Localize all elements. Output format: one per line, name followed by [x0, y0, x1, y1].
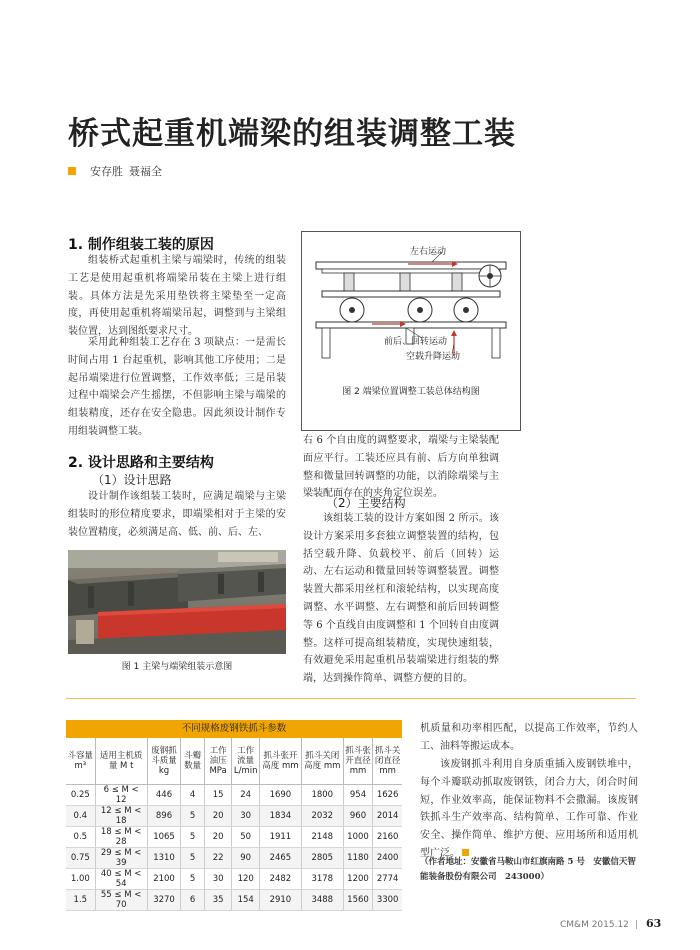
right-paragraph-2-text: 该废钢抓斗利用自身质重插入废钢铁堆中，每个斗瓣联动抓取废钢铁，闭合力大，闭合时间短，作业效率高，能保证物料不会撒漏。该废钢铁抓斗生产效率高、结构简单、工作可靠、作业安全、操作简单、维护方便、应用场所和适用机型广泛。 — [420, 759, 638, 859]
table-cell: 446 — [147, 784, 181, 805]
design-idea-continuation: 右 6 个自由度的调整要求，端梁与主梁装配面应平行。工装还应具有前、后方向单独调整和微量回转调整的功能，以消除端梁与主梁装配面存在的夹角定位误差。 — [303, 435, 499, 500]
author-2: 聂福全 — [129, 165, 162, 178]
table-cell: 0.4 — [66, 805, 95, 826]
table-cell: 896 — [147, 805, 181, 826]
author-address: （作者地址：安徽省马鞍山市红旗南路 5 号 安徽信天智能装备股份有限公司 243000） — [420, 857, 636, 882]
table-cell: 120 — [232, 868, 260, 889]
figure-2-caption: 图 2 端梁位置调整工装总体结构图 — [342, 387, 480, 397]
section-1-heading: 1. 制作组装工装的原因 — [68, 237, 214, 253]
orange-square-icon — [68, 167, 76, 175]
col-header-pressure: 工作油压 MPa — [204, 738, 232, 784]
table-cell: 2160 — [373, 826, 402, 847]
col-header-petals: 斗瓣数量 — [181, 738, 204, 784]
table-cell: 1800 — [301, 784, 343, 805]
col-header-close-height: 抓斗关闭高度 mm — [301, 738, 343, 784]
table-cell: 2482 — [259, 868, 301, 889]
table-cell: 55 ≤ M < 70 — [95, 889, 147, 910]
table-cell: 1.5 — [66, 889, 95, 910]
table-cell: 3270 — [147, 889, 181, 910]
col-header-close-diameter: 抓斗关闭直径 mm — [373, 738, 402, 784]
table-cell: 50 — [232, 826, 260, 847]
section-1-paragraph-1: 组装桥式起重机主梁与端梁时，传统的组装工艺是使用起重机将端梁吊装在主梁上进行组装。具体方法是先采用垫铁将主梁垫至一定高度，再使用起重机将端梁吊起，调整到与主梁组装位置，达到图纸要求尺寸。 — [68, 255, 286, 338]
table-cell: 3178 — [301, 868, 343, 889]
table-title: 不同规格废钢铁抓斗参数 — [66, 720, 402, 738]
table-cell: 22 — [204, 847, 232, 868]
table-cell: 2910 — [259, 889, 301, 910]
table-cell: 2805 — [301, 847, 343, 868]
table-cell: 5 — [181, 847, 204, 868]
table-cell: 154 — [232, 889, 260, 910]
col-header-open-height: 抓斗张开高度 mm — [259, 738, 301, 784]
col-header-flow: 工作流量 L/min — [232, 738, 260, 784]
table-cell: 20 — [204, 805, 232, 826]
table-cell: 6 — [181, 889, 204, 910]
table-cell: 0.5 — [66, 826, 95, 847]
table-cell: 40 ≤ M < 54 — [95, 868, 147, 889]
table-cell: 3300 — [373, 889, 402, 910]
table-cell: 1626 — [373, 784, 402, 805]
table-row — [66, 784, 402, 805]
author-1: 安存胜 — [90, 165, 123, 178]
table-cell: 2014 — [373, 805, 402, 826]
table-cell: 5 — [181, 826, 204, 847]
section-2-heading: 2. 设计思路和主要结构 — [68, 455, 214, 471]
design-idea-subheading: （1）设计思路 — [92, 473, 172, 487]
table-row — [66, 805, 402, 826]
params-table — [66, 738, 402, 911]
table-cell: 2100 — [147, 868, 181, 889]
table-row — [66, 826, 402, 847]
figure-1-photo — [68, 550, 286, 654]
main-structure-paragraph: 该组装工装的设计方案如图 2 所示。该设计方案采用多套独立调整装置的结构，包括空载升降、负载校平、前后（回转）运动、左右运动和微量回转等调整装置。调整装置大都采用丝杠和滚轮结构，以实现高度调整、水平调整、左右调整和前后回转调整等 6 个直线自由度调整和 1 个回转自由度调整。这样可提高组装精度，实现快速组装，有效避免采用起重机吊装端梁进行组装的弊端，达到操作简单、调整方便的目的。 — [303, 513, 499, 685]
right-paragraph-1: 机质量和功率相匹配，以提高工作效率，节约人工、油料等搬运成本。 — [420, 723, 638, 752]
table-cell: 1065 — [147, 826, 181, 847]
fixture-structure-drawing — [302, 232, 520, 402]
grab-params-table — [66, 720, 402, 911]
col-header-grab-mass: 废钢抓斗质量 kg — [147, 738, 181, 784]
journal-issue: CM&M 2015.12 — [560, 920, 629, 930]
table-cell: 2148 — [301, 826, 343, 847]
table-cell: 29 ≤ M < 39 — [95, 847, 147, 868]
table-cell: 20 — [204, 826, 232, 847]
label-front-back-rotation: 前后、回转运动 — [384, 337, 448, 347]
figure-1-caption: 图 1 主梁与端梁组装示意图 — [121, 662, 233, 672]
table-cell: 15 — [204, 784, 232, 805]
table-cell: 2400 — [373, 847, 402, 868]
section-divider — [66, 698, 636, 699]
col-header-open-diameter: 抓斗张开直径 mm — [343, 738, 373, 784]
table-cell: 35 — [204, 889, 232, 910]
table-body — [66, 784, 402, 910]
table-cell: 2774 — [373, 868, 402, 889]
table-cell: 0.75 — [66, 847, 95, 868]
table-cell: 30 — [232, 805, 260, 826]
author-line — [68, 163, 168, 179]
table-cell: 2465 — [259, 847, 301, 868]
table-cell: 1180 — [343, 847, 373, 868]
table-cell: 90 — [232, 847, 260, 868]
section-1-paragraph-2: 采用此种组装工艺存在 3 项缺点：一是需长时间占用 1 台起重机，影响其他工序使用；二是起吊端梁进行位置调整，工作效率低；三是吊装过程中端梁会产生摇摆，不但影响主梁与端梁的组装精度，还存在安全隐患。因此须设计制作专用组装调整工装。 — [68, 337, 286, 437]
article-title: 桥式起重机端梁的组装调整工装 — [68, 116, 516, 152]
table-cell: 30 — [204, 868, 232, 889]
table-cell: 24 — [232, 784, 260, 805]
table-cell: 3488 — [301, 889, 343, 910]
table-cell: 1834 — [259, 805, 301, 826]
col-header-host-mass: 适用主机质量 M t — [95, 738, 147, 784]
label-left-right-motion: 左右运动 — [410, 247, 447, 257]
beam-assembly-photo — [68, 550, 286, 654]
figure-2-frame — [301, 231, 521, 431]
table-cell: 5 — [181, 868, 204, 889]
table-cell: 2032 — [301, 805, 343, 826]
table-cell: 1911 — [259, 826, 301, 847]
main-structure-subheading: （2）主要结构 — [326, 496, 406, 510]
right-paragraph-2 — [420, 756, 638, 863]
table-cell: 6 ≤ M < 12 — [95, 784, 147, 805]
table-cell: 1310 — [147, 847, 181, 868]
table-row — [66, 889, 402, 910]
page-footer: CM&M 2015.12 | 63 — [560, 917, 662, 930]
page-number: 63 — [645, 917, 662, 930]
table-cell: 18 ≤ M < 28 — [95, 826, 147, 847]
table-cell: 1690 — [259, 784, 301, 805]
table-cell: 1200 — [343, 868, 373, 889]
label-lift-motion: 空载升降运动 — [406, 352, 461, 362]
table-cell: 0.25 — [66, 784, 95, 805]
col-header-capacity: 斗容量 m³ — [66, 738, 95, 784]
table-cell: 5 — [181, 805, 204, 826]
table-cell: 4 — [181, 784, 204, 805]
design-idea-paragraph: 设计制作该组装工装时，应满足端梁与主梁组装时的形位精度要求，即端梁相对于主梁的安装位置精度，必须满足高、低、前、后、左、 — [68, 491, 286, 538]
table-cell: 960 — [343, 805, 373, 826]
table-cell: 1560 — [343, 889, 373, 910]
table-row — [66, 847, 402, 868]
table-row — [66, 868, 402, 889]
table-cell: 954 — [343, 784, 373, 805]
table-cell: 12 ≤ M < 18 — [95, 805, 147, 826]
table-cell: 1000 — [343, 826, 373, 847]
table-cell: 1.00 — [66, 868, 95, 889]
